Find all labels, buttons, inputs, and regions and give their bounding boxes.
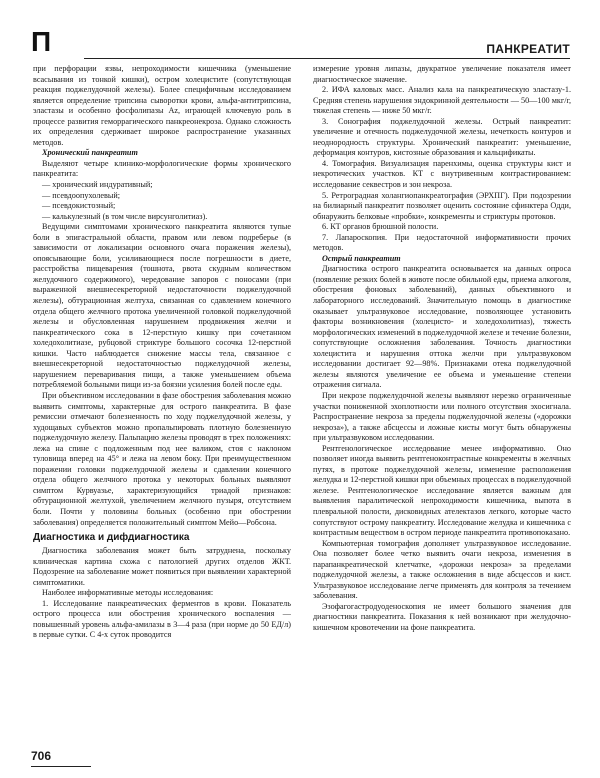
left-column — [33, 64, 291, 748]
paragraph: Эзофагогастродуоденоскопия не имеет большого значения для диагностики панкреатита. Показания к ней возникают при желудочно-кишечном кровотечении на фоне панкреатита. — [313, 601, 571, 632]
list-item: — калькулезный (в том числе вирсунголитиаз). — [42, 211, 208, 221]
header-rule — [84, 58, 570, 59]
paragraph: Компьютерная томография дополняет ультразвуковое исследование. Она позволяет более четко выявить очаги некроза, изменения в парапанкреатической клетчатке, «дорожки некроза» за пределами поджелудочной железы, а также осложнения в виде абсцессов и кист. Ультразвуковое исследование легче применять для контроля за течением заболевания. — [313, 538, 571, 601]
paragraph: 1. Исследование панкреатических ферментов в крови. Показатель острого процесса или обострения хронического воспаления — повышенный уровень альфа-амилазы в 3—4 раза (при норме до 50 ЕД/л) в первые сутки. С 4-х суток проводится — [33, 598, 291, 640]
paragraph: измерение уровня липазы, двукратное увеличение показателя имеет диагностическое значение. — [313, 64, 571, 84]
paragraph: Наиболее информативные методы исследования: — [42, 588, 214, 598]
paragraph: 2. ИФА каловых масс. Анализ кала на панкреатическую эластазу-1. Средняя степень нарушения эндокринной деятельности — 50—100 мкг/г, тяжелая степень — ниже 50 мкг/г. — [313, 85, 571, 116]
paragraph: При объективном исследовании в фазе обострения заболевания можно выявить симптомы, характерные для острого панкреатита. В фазе ремиссии отмечают болезненность по ходу поджелудочной железы, у худощавых субъектов можно пропальпировать плотную болезненную поджелудочную железу. Пальпацию железы проводят в трех положениях: лежа на спине с подложенным под нее валиком, стоя с наклоном туловища вперед на 45° и лежа на левом боку. При преимущественном поражении головки поджелудочной железы и сдавлении конечного отдела общего желчного протока у некоторых больных выявляют симптом Курвуазье, характеризующийся триадой признаков: обтурационной желтухой, увеличением желчного пузыря, отсутствием боли. Почти у половины больных (особенно при обострении заболевания) определяется положительный симптом Мейо—Робсона. — [33, 390, 291, 527]
paragraph: Ведущими симптомами хронического панкреатита являются тупые боли в эпигастральной области, правом или левом подреберье (в зависимости от локализации основного очага поражения железы), опоясывающие боли, усиливающиеся после погрешности в диете, расстройства пищеварения (тошнота, рвота скудным количеством желудочного содержимого), чередование запоров с поносами (при выраженной внешнесекреторной недостаточности поджелудочной железы), обтурационная желтуха, связанная со сдавлением конечного отдела общего желчного протока увеличенной головкой поджелудочной железы и обусловленная нарушением продвижения желчи и панкреатического сока в 12-перстную кишку при сочетанном холедохолитиазе, рубцовой стриктуре большого сосочка 12-перстной кишки. Часто наблюдается снижение массы тела, связанное с внешнесекреторной недостаточностью поджелудочной железы, нарушением переваривания пищи, а также уменьшением объема потребляемой больными пищи из-за боязни усиления болей после еды. — [33, 222, 291, 390]
paragraph: 3. Сонография поджелудочной железы. Острый панкреатит: увеличение и отечность поджелудочной железы, нечеткость контуров и неоднородность структуры. Хронический панкреатит: уменьшение, деформация контуров, кистозные образования и кальцификаты. — [313, 116, 571, 158]
list-item: — хронический индуративный; — [42, 180, 153, 190]
footer-rule — [31, 766, 91, 767]
forms-list — [33, 180, 291, 222]
paragraph: 4. Томография. Визуализация паренхимы, оценка структуры кист и некротических участков. КТ с внутривенным контрастированием: исследование секвестров и зон некроза. — [313, 158, 571, 190]
paragraph: 6. КТ органов брюшной полости. — [322, 222, 439, 232]
running-title: ПАНКРЕАТИТ — [486, 42, 570, 56]
paragraph: Диагностика острого панкреатита основывается на данных опроса (появление резких болей в животе после обильной еды, приема алкоголя, обострения фоновых заболеваний), данных объективного и лабораторного исследований. Значительную помощь в диагностике оказывает ультразвуковое исследование, позволяющее установить факторы возникновения (холецисто- и холедохолитиаз), тяжесть морфологических изменений в поджелудочной железе и течение болезни, сопутствующие осложнения заболевания. Точность диагностики холецистита и нарушения оттока желчи при ультразвуковом исследовании достигает 92—98%. Признаками отека поджелудочной железы являются увеличение ее объема и уменьшение степени отражения сигнала. — [313, 264, 571, 390]
subheading-acute: Острый панкреатит — [322, 253, 401, 263]
paragraph: 7. Лапароскопия. При недостаточной информативности прочих методов. — [313, 232, 571, 253]
section-letter: П — [31, 26, 52, 57]
right-column — [313, 64, 571, 748]
list-item: — псевдоопухолевый; — [42, 190, 120, 200]
paragraph: Выделяют четыре клинико-морфологические формы хронического панкреатита: — [33, 158, 291, 179]
paragraph: Диагностика заболевания может быть затруднена, поскольку клиническая картина схожа с патологией других отделов ЖКТ. Подозрение на заболевание может появиться при выявлении характерной симптоматики. — [33, 546, 291, 587]
paragraph: Рентгенологическое исследование менее информативно. Оно позволяет иногда выявить рентгеноконтрастные конкременты в желчных путях, в протоке поджелудочной железы, изменение расположения желудка и 12-перстной кишки при объемных процессах в поджелудочной железе. Рентгенологическое исследование является важным для выявления паралитической непроходимости кишечника, выпота в плевральной полости, дисковидных ателектазов легкого, которые часто сопутствуют острому панкреатиту. Исследование желудка и кишечника с контрастным веществом в остром периоде панкреатита противопоказано. — [313, 443, 571, 538]
subheading-chronic: Хронический панкреатит — [42, 148, 138, 158]
paragraph: При некрозе поджелудочной железы выявляют нерезко ограниченные участки пониженной эхоплотности или полного отсутствия эхосигнала. Распространение некроза за пределы поджелудочной железы («дорожки некроза»), а также абсцессы и ложные кисты могут быть обнаружены при ультразвуковом исследовании. — [313, 390, 571, 443]
page-number: 706 — [31, 749, 52, 763]
section-heading-diagnostics: Диагностика и дифдиагностика — [33, 532, 190, 544]
paragraph: при перфорации язвы, непроходимости кишечника (уменьшение всасывания из тонкой кишки), остром холецистите (сопутствующая реакция поджелудочной железы). Более специфичным исследованием является определение трипсина сыворотки крови, альфа-антитрипсина, эластазы и особенно фосфолипазы Аz, играющей ключевую роль в процессе развития геморрагического панкреонекроза. Однако сложность их определения сдерживает широкое распространение указанных методов. — [33, 64, 291, 147]
list-item: — псевдокистозный; — [42, 201, 116, 211]
paragraph: 5. Ретроградная холангиопанкреатография (ЭРХПГ). При подозрении на билиарный панкреатит позволяет оценить состояние сфинктера Одди, обнаружить белковые «пробки», конкременты и стриктуры протоков. — [313, 190, 571, 221]
